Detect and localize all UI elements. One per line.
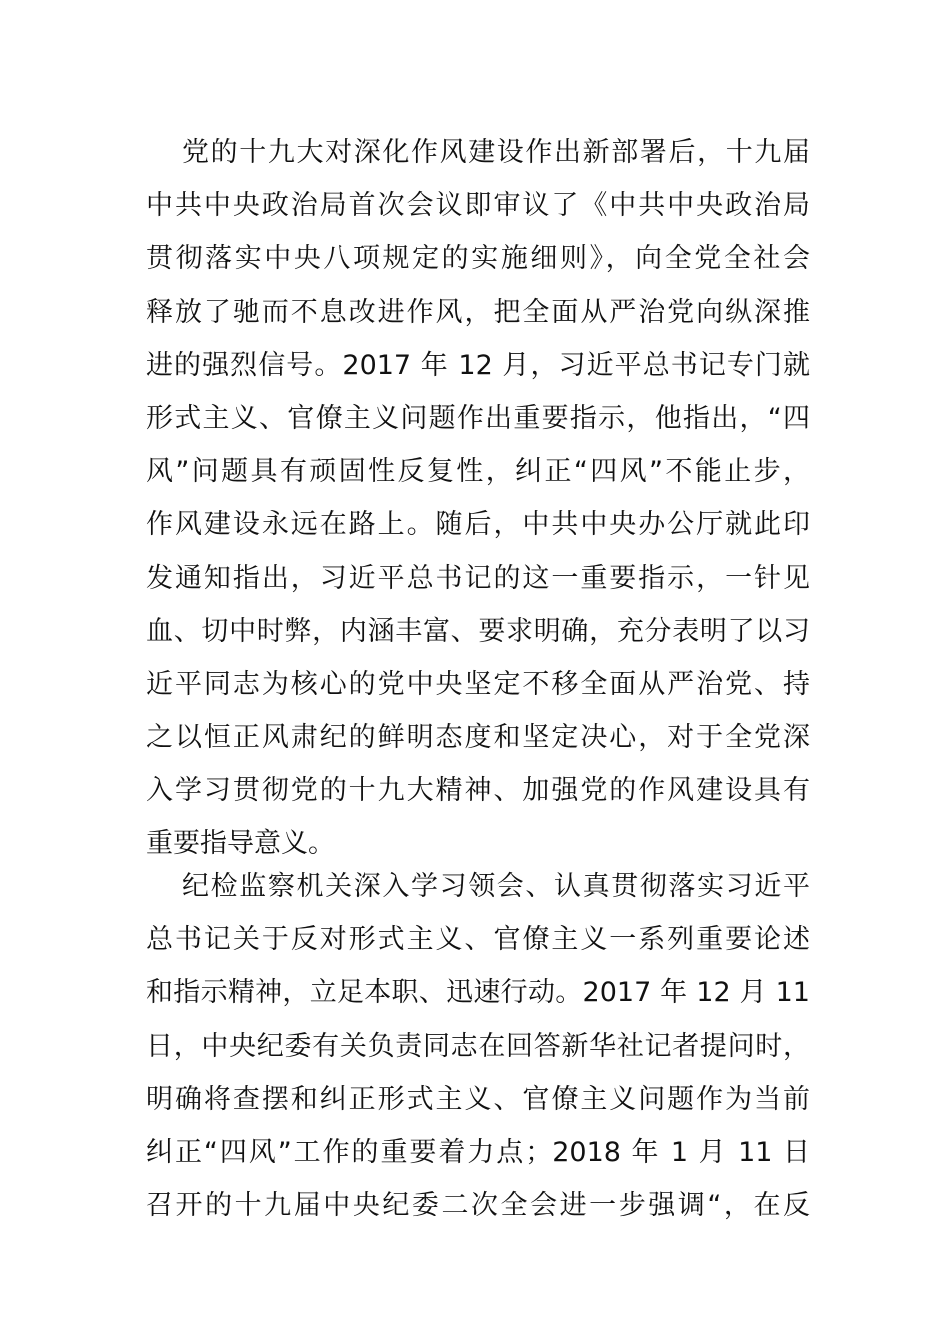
text-line: 明确将查摆和纠正形式主义、官僚主义问题作为当前 <box>146 1083 810 1115</box>
text-line: 重要指导意义。 <box>146 828 335 860</box>
text-line: 日，中央纪委有关负责同志在回答新华社记者提问时， <box>146 1030 810 1062</box>
paragraph-2 <box>146 860 810 1232</box>
text-line: 中共中央政治局首次会议即审议了《中共中央政治局 <box>146 190 810 222</box>
text-line: 释放了驰而不息改进作风，把全面从严治党向纵深推 <box>146 296 810 328</box>
paragraph-1 <box>146 126 810 871</box>
text-line: 近平同志为核心的党中央坚定不移全面从严治党、持 <box>146 668 810 700</box>
text-line: 进的强烈信号。2017 年 12 月，习近平总书记专门就 <box>146 349 810 381</box>
text-line: 入学习贯彻党的十九大精神、加强党的作风建设具有 <box>146 775 810 807</box>
text-line: 之以恒正风肃纪的鲜明态度和坚定决心，对于全党深 <box>146 722 810 754</box>
text-line: 血、切中时弊，内涵丰富、要求明确，充分表明了以习 <box>146 615 810 647</box>
text-line: 和指示精神，立足本职、迅速行动。2017 年 12 月 11 <box>146 977 810 1009</box>
text-line: 纪检监察机关深入学习领会、认真贯彻落实习近平 <box>182 871 810 902</box>
text-line: 发通知指出，习近平总书记的这一重要指示，一针见 <box>146 562 810 594</box>
text-line: 贯彻落实中央八项规定的实施细则》，向全党全社会 <box>146 243 810 275</box>
text-line: 召开的十九届中央纪委二次全会进一步强调“，在反 <box>146 1190 810 1222</box>
text-line: 总书记关于反对形式主义、官僚主义一系列重要论述 <box>146 924 810 956</box>
text-line: 形式主义、官僚主义问题作出重要指示，他指出，“四 <box>146 402 810 434</box>
text-line: 风”问题具有顽固性反复性，纠正“四风”不能止步， <box>146 456 810 488</box>
text-line: 纠正“四风”工作的重要着力点；2018 年 1 月 11 日 <box>146 1136 810 1168</box>
text-line: 党的十九大对深化作风建设作出新部署后，十九届 <box>182 137 810 168</box>
text-line: 作风建设永远在路上。随后，中共中央办公厅就此印 <box>146 509 810 541</box>
